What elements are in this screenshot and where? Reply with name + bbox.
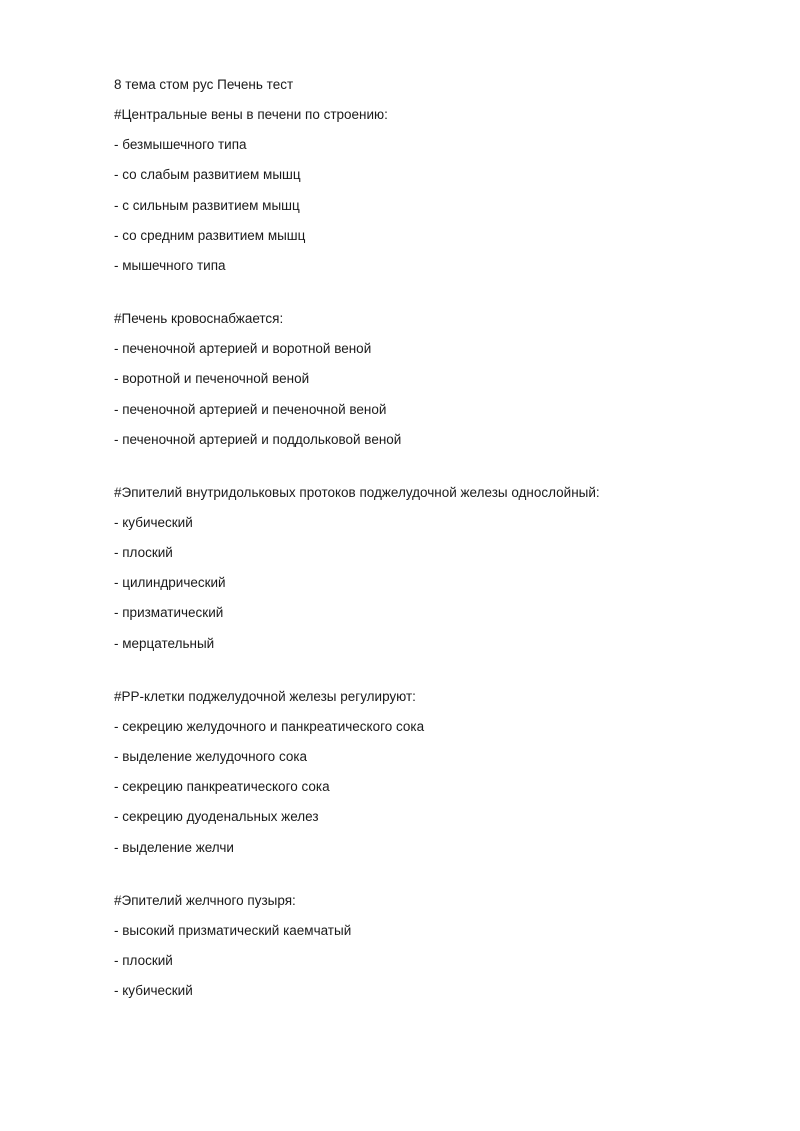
answer-option: - мерцательный [114,635,215,651]
question-block [114,482,734,655]
answer-list [114,716,734,859]
answer-option: - цилиндрический [114,575,226,591]
answer-list [114,338,734,451]
answer-list [114,512,734,655]
answer-option: - плоский [114,952,173,968]
question-text: #Печень кровоснабжается: [114,310,284,326]
answer-option: - призматический [114,605,224,621]
answer-option: - секрецию желудочного и панкреатического сока [114,718,425,734]
answer-option: - со слабым развитием мышц [114,167,301,183]
answer-option: - высокий призматический каемчатый [114,922,352,938]
answer-option: - выделение желудочного сока [114,749,308,764]
answer-option: - выделение желчи [114,839,234,855]
question-block [114,686,734,859]
question-block [114,890,734,1003]
answer-list [114,134,734,277]
answer-option: - печеночной артерией и поддольковой веной [114,431,402,447]
document-page [114,74,734,1010]
question-text: #Центральные вены в печени по строению: [114,107,388,122]
answer-option: - кубический [114,983,193,999]
answer-option: - секрецию панкреатического сока [114,779,330,795]
answer-list [114,920,734,1002]
answer-option: - печеночной артерией и воротной веной [114,341,372,357]
answer-option: - секрецию дуоденальных желез [114,809,319,825]
document-title: 8 тема стом рус Печень тест [114,77,294,92]
answer-option: - воротной и печеночной веной [114,371,310,387]
answer-option: - со средним развитием мышц [114,227,306,243]
question-text: #РР-клетки поджелудочной железы регулируют: [114,688,416,704]
question-text: #Эпителий желчного пузыря: [114,892,296,908]
question-block [114,104,734,277]
question-text: #Эпителий внутридольковых протоков поджелудочной железы однослойный: [114,484,600,500]
question-block [114,308,734,451]
answer-option: - с сильным развитием мышц [114,197,300,213]
answer-option: - мышечного типа [114,257,226,273]
answer-option: - плоский [114,545,173,561]
answer-option: - безмышечного типа [114,137,247,153]
question-list [114,104,734,1002]
answer-option: - кубический [114,514,193,530]
answer-option: - печеночной артерией и печеночной веной [114,401,387,417]
